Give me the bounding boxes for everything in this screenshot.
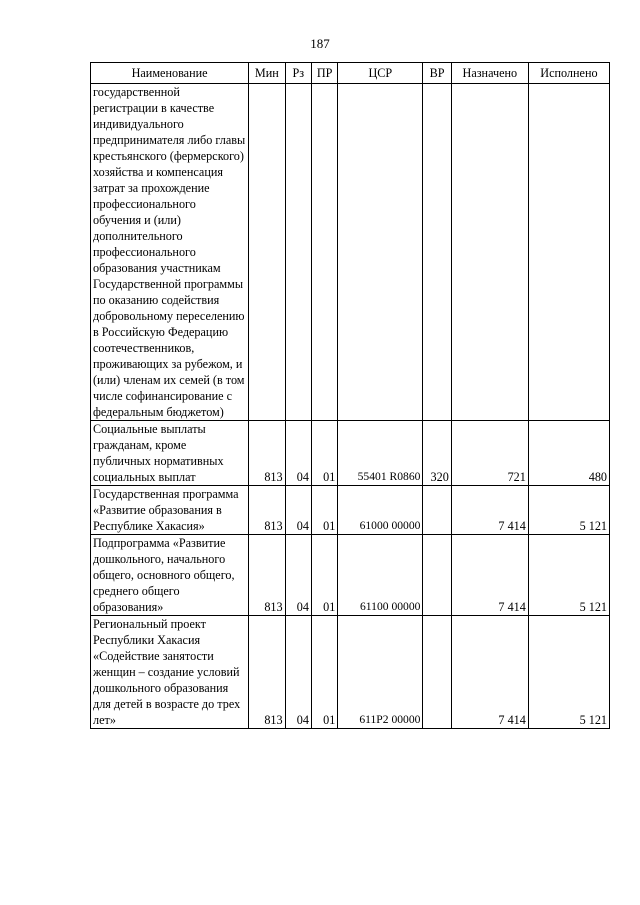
header-csr: ЦСР [338, 63, 423, 84]
row-csr [338, 84, 423, 421]
row-pr: 01 [311, 486, 337, 535]
row-csr: 55401 R0860 [338, 421, 423, 486]
row-csr: 611P2 00000 [338, 616, 423, 729]
table-row [91, 486, 610, 535]
row-vr [423, 535, 451, 616]
row-min: 813 [249, 421, 285, 486]
row-pr: 01 [311, 535, 337, 616]
table-row [91, 535, 610, 616]
row-name: Социальные выплаты гражданам, кроме публичных нормативных социальных выплат [91, 421, 249, 486]
page-number: 187 [310, 36, 330, 51]
header-name: Наименование [91, 63, 249, 84]
row-name: Подпрограмма «Развитие дошкольного, начального общего, основного общего, среднего общего образования» [91, 535, 249, 616]
row-min: 813 [249, 616, 285, 729]
row-executed: 480 [528, 421, 609, 486]
row-vr: 320 [423, 421, 451, 486]
row-rz: 04 [285, 616, 311, 729]
row-vr [423, 486, 451, 535]
row-assigned: 7 414 [451, 616, 528, 729]
row-name: Государственная программа «Развитие образования в Республике Хакасия» [91, 486, 249, 535]
header-vr: ВР [423, 63, 451, 84]
header-executed: Исполнено [528, 63, 609, 84]
row-rz: 04 [285, 421, 311, 486]
row-assigned [451, 84, 528, 421]
row-executed: 5 121 [528, 486, 609, 535]
row-min: 813 [249, 486, 285, 535]
row-rz: 04 [285, 535, 311, 616]
row-name: Региональный проект Республики Хакасия «Содействие занятости женщин – создание условий дошкольного образования для детей в возрасте до трех лет» [91, 616, 249, 729]
table-row [91, 421, 610, 486]
row-min: 813 [249, 535, 285, 616]
row-vr [423, 616, 451, 729]
row-executed: 5 121 [528, 616, 609, 729]
row-vr [423, 84, 451, 421]
header-assigned: Назначено [451, 63, 528, 84]
row-assigned: 7 414 [451, 535, 528, 616]
row-pr: 01 [311, 421, 337, 486]
table-row [91, 84, 610, 421]
row-csr: 61100 00000 [338, 535, 423, 616]
header-pr: ПР [311, 63, 337, 84]
row-assigned: 721 [451, 421, 528, 486]
row-pr: 01 [311, 616, 337, 729]
row-min [249, 84, 285, 421]
row-assigned: 7 414 [451, 486, 528, 535]
budget-table [90, 62, 610, 729]
row-executed [528, 84, 609, 421]
header-row [91, 63, 610, 84]
row-name: государственной регистрации в качестве индивидуального предпринимателя либо главы крестьянского (фермерского) хозяйства и компенсация затрат за прохождение профессионального обучения и (или) дополнительного профессионального образования участникам Государственной программы по оказанию содействия добровольному переселению в Российскую Федерацию соотечественников, проживающих за рубежом, и (или) членам их семей (в том числе софинансирование с федеральным бюджетом) [91, 84, 249, 421]
row-rz: 04 [285, 486, 311, 535]
row-pr [311, 84, 337, 421]
row-rz [285, 84, 311, 421]
header-min: Мин [249, 63, 285, 84]
row-csr: 61000 00000 [338, 486, 423, 535]
table-row [91, 616, 610, 729]
header-rz: Рз [285, 63, 311, 84]
row-executed: 5 121 [528, 535, 609, 616]
